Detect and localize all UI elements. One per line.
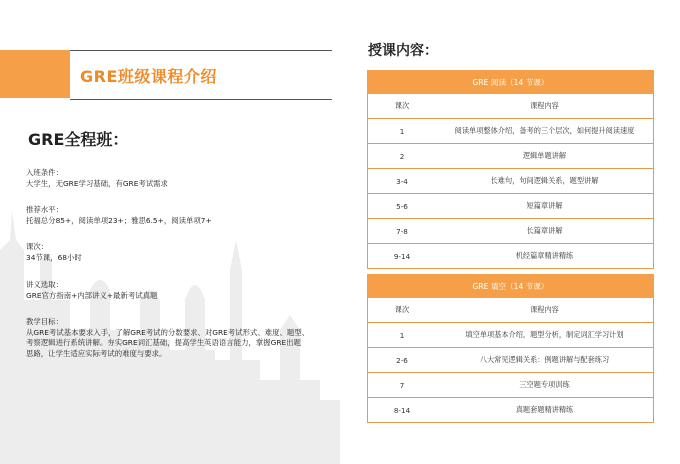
table-row: [368, 169, 654, 194]
table-row: [368, 119, 654, 144]
column-header: 课次: [368, 94, 437, 119]
info-text: 从GRE考试基本要求入手，了解GRE考试的分数要求、对GRE考试形式、难度、题型、: [26, 327, 310, 337]
table-caption: GRE 阅读（14 节课）: [368, 71, 654, 94]
section-title-box: [70, 50, 332, 100]
table-row: [368, 244, 654, 269]
info-label: 教学目标：: [26, 317, 63, 326]
info-text: 大学生，无GRE学习基础，有GRE考试需求: [26, 178, 168, 188]
info-block-sessions: [26, 242, 326, 263]
table-header-row: [368, 94, 654, 119]
info-block-materials: [26, 280, 326, 301]
table-row: [368, 144, 654, 169]
title-accent-bar: [0, 50, 70, 98]
table-row: [368, 373, 654, 398]
info-label: 课次：: [26, 242, 49, 251]
info-label: 讲义选取：: [26, 280, 63, 289]
info-text: GRE官方指南+内部讲义+最新考试真题: [26, 290, 158, 300]
session-cell: 2: [368, 144, 437, 169]
info-text: 考察逻辑进行系统讲解。夯实GRE词汇基础，提高学生英语语言能力，掌握GRE出题: [26, 338, 301, 347]
content-cell: 真题套题精讲精练: [436, 398, 654, 423]
table-row: [368, 194, 654, 219]
session-cell: 9-14: [368, 244, 437, 269]
session-cell: 1: [368, 323, 437, 348]
info-label: 入班条件：: [26, 168, 63, 177]
table-header-row: [368, 298, 654, 323]
info-block-goals: [26, 317, 326, 359]
column-header: 课次: [368, 298, 437, 323]
session-cell: 5-6: [368, 194, 437, 219]
table-caption: GRE 填空（14 节课）: [368, 275, 654, 298]
content-cell: 八大常见逻辑关系：例题讲解与配套练习: [436, 348, 654, 373]
content-cell: 填空单项基本介绍，题型分析，制定词汇学习计划: [436, 323, 654, 348]
curriculum-heading: 授课内容：: [368, 43, 438, 59]
info-text: 34节课，68小时: [26, 252, 82, 262]
table-row: [368, 323, 654, 348]
content-cell: 短篇章讲解: [436, 194, 654, 219]
info-text: 托福总分85+，阅读单项23+；雅思6.5+，阅读单项7+: [26, 215, 212, 225]
column-header: 课程内容: [436, 298, 654, 323]
info-block-admission: [26, 168, 326, 189]
table-row: [368, 398, 654, 423]
session-cell: 2-6: [368, 348, 437, 373]
content-cell: 阅读单项整体介绍，备考的三个层次，如何提升阅读速度: [436, 119, 654, 144]
info-label: 推荐水平：: [26, 205, 63, 214]
reading-course-table: [367, 70, 654, 269]
session-cell: 7: [368, 373, 437, 398]
content-cell: 逻辑单题讲解: [436, 144, 654, 169]
fill-in-course-table: [367, 274, 654, 423]
info-block-level: [26, 205, 326, 226]
column-header: 课程内容: [436, 94, 654, 119]
info-text: 思路，让学生适应实际考试的难度与要求。: [26, 348, 167, 358]
session-cell: 1: [368, 119, 437, 144]
class-title: GRE全程班：: [28, 130, 129, 149]
session-cell: 3-4: [368, 169, 437, 194]
content-cell: 机经篇章精讲精练: [436, 244, 654, 269]
table-row: [368, 219, 654, 244]
session-cell: 8-14: [368, 398, 437, 423]
table-row: [368, 348, 654, 373]
content-cell: 长难句，句间逻辑关系，题型讲解: [436, 169, 654, 194]
session-cell: 7-8: [368, 219, 437, 244]
content-cell: 长篇章讲解: [436, 219, 654, 244]
content-cell: 三空题专项训练: [436, 373, 654, 398]
section-title: GRE班级课程介绍: [80, 66, 217, 86]
